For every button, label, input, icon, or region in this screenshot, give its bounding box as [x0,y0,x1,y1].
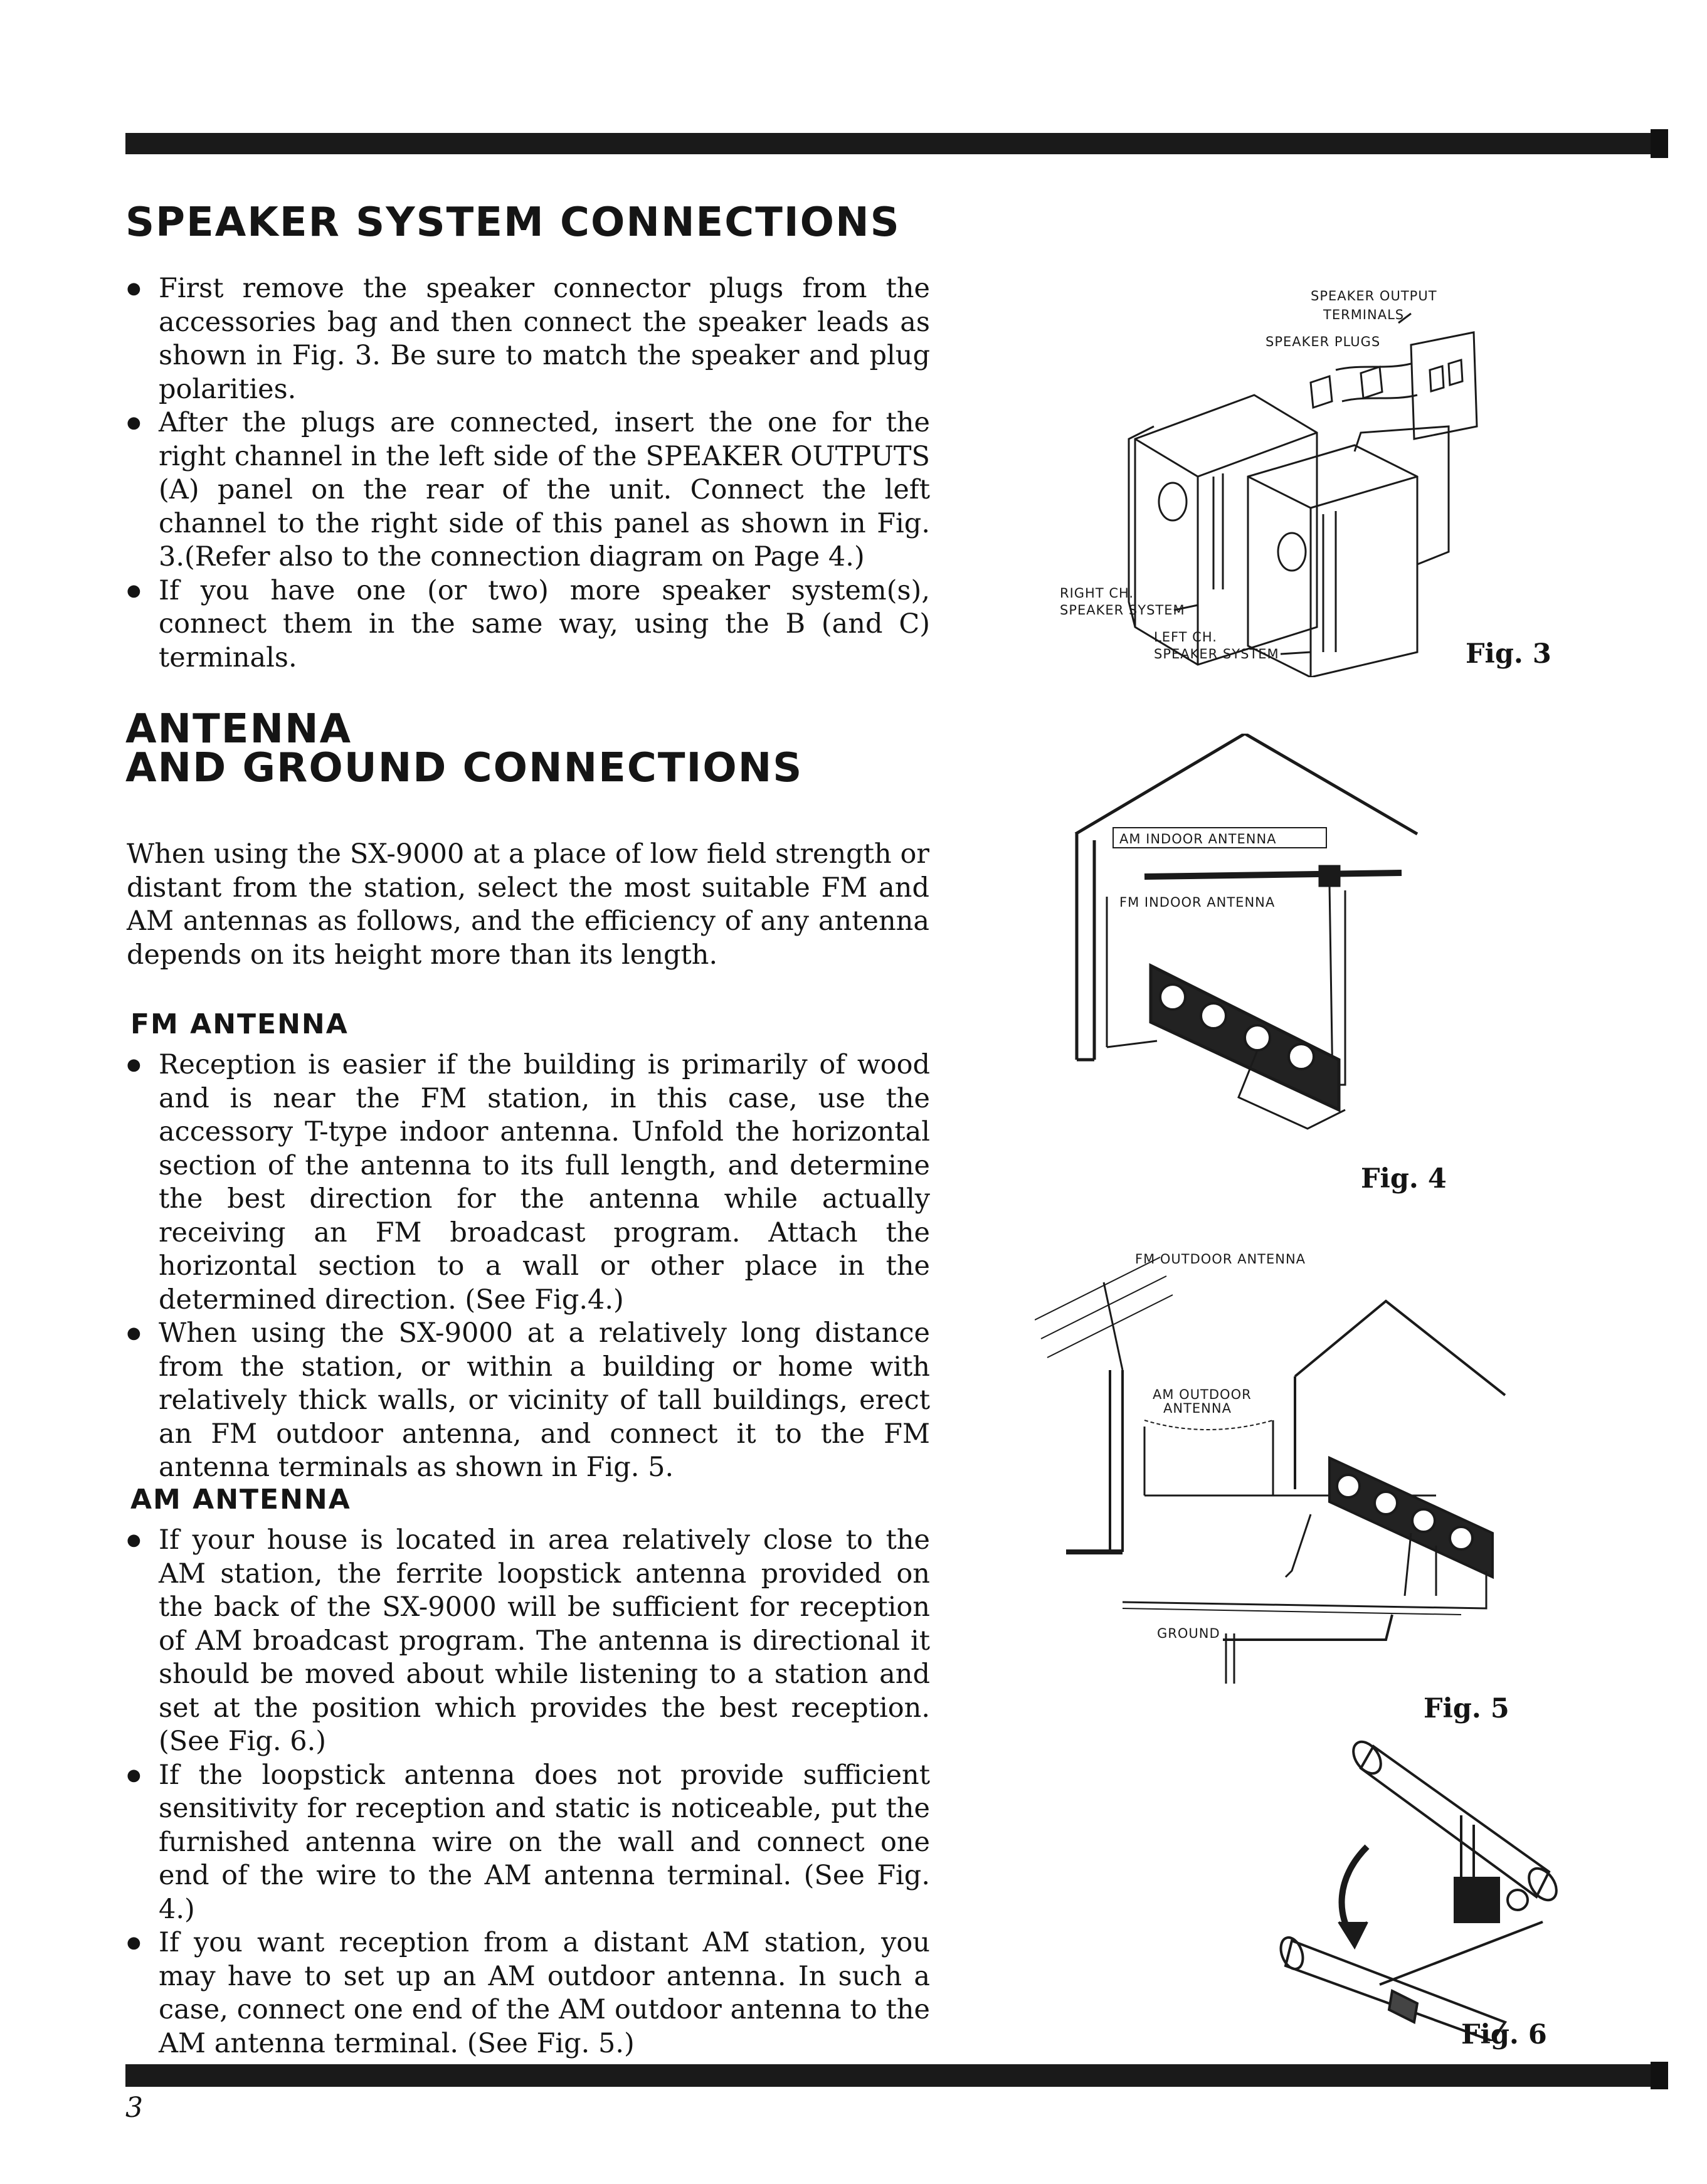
speaker-bullet: ● After the plugs are connected, insert the one for the right channel in the left side of the SPEAKER OUTPUTS (A) panel on the rear of the unit. Connect the left channel to the right side of this panel as shown in Fig. 3.(Refer also to the connection diagram on Page 4.) [124,406,930,574]
fig4-label: Fig. 4 [1361,1163,1447,1195]
fig5-ground-label: GROUND [1157,1626,1220,1641]
fm-bullet: ● When using the SX-9000 at a relatively long distance from the station, or within a building or home with relatively thick walls, or vicinity of tall buildings, erect an FM outdoor antenna, and connect it to the FM antenna terminals as shown in Fig. 5. [124,1317,930,1485]
fig3-right-system-label: SPEAKER SYSTEM [1060,603,1185,618]
fig3-speaker-diagram [1060,276,1524,677]
antenna-intro: When using the SX-9000 at a place of low field strength or distant from the station, select the most suitable FM and AM antennas as follows, and the efficiency of any antenna depends on its height more than its length. [127,838,929,971]
fig4-am-indoor-label: AM INDOOR ANTENNA [1119,831,1277,847]
bottom-rule [125,2064,1668,2087]
speaker-bullet: ● First remove the speaker connector plugs from the accessories bag and then connect the speaker leads as shown in Fig. 3. Be sure to match the speaker and plug polarities. [124,272,930,406]
speaker-heading: SPEAKER SYSTEM CONNECTIONS [125,199,901,246]
top-rule [125,133,1668,154]
fig3-speaker-plugs-label: SPEAKER PLUGS [1266,334,1381,349]
fig3-speaker-output-label: SPEAKER OUTPUT [1311,288,1437,303]
antenna-heading-line2: AND GROUND CONNECTIONS [125,745,803,791]
antenna-heading-line1: ANTENNA [125,706,352,752]
fig6-loopstick-diagram [1279,1734,1568,2041]
fig5-am-outdoor-label-2: ANTENNA [1163,1401,1232,1416]
fig3-left-system-label: SPEAKER SYSTEM [1154,646,1279,662]
speaker-bullet-list [124,272,930,675]
page-number: 3 [125,2092,143,2124]
fm-antenna-heading: FM ANTENNA [130,1008,349,1040]
fm-bullet: ● Reception is easier if the building is primarily of wood and is near the FM station, in this case, use the accessory T-type indoor antenna. Unfold the horizontal section of the antenna to its full length, and determine the best direction for the antenna while actually receiving an FM broadcast program. Attach the horizontal section to a wall or other place in the determined direction. (See Fig.4.) [124,1048,930,1317]
fig6-label: Fig. 6 [1461,2019,1547,2050]
fig5-label: Fig. 5 [1424,1693,1509,1724]
fm-bullet-list [124,1048,930,1485]
fig5-am-outdoor-label-1: AM OUTDOOR [1153,1387,1252,1402]
fig5-fm-outdoor-label: FM OUTDOOR ANTENNA [1135,1252,1306,1267]
am-bullet: ● If you want reception from a distant AM station, you may have to set up an AM outdoor antenna. In such a case, connect one end of the AM outdoor antenna to the AM antenna terminal. (See Fig. 5.) [124,1926,930,2060]
fig5-outdoor-antenna-diagram [1035,1245,1511,1684]
fig3-terminals-label: TERMINALS [1323,307,1405,322]
am-bullet: ● If your house is located in area relatively close to the AM station, the ferrite loopstick antenna provided on the back of the SX-9000 will be sufficient for reception of AM broadcast program. The antenna is directional it should be moved about while listening to a station and set at the position which provides the best reception. (See Fig. 6.) [124,1524,930,1759]
fig3-left-ch-label: LEFT CH. [1154,630,1217,645]
fig3-label: Fig. 3 [1466,638,1551,670]
fig4-indoor-antenna-diagram [1069,734,1420,1135]
am-bullet: ● If the loopstick antenna does not provide sufficient sensitivity for reception and static is noticeable, put the furnished antenna wire on the wall and connect one end of the wire to the AM antenna terminal. (See Fig. 4.) [124,1759,930,1927]
fig3-right-ch-label: RIGHT CH. [1060,586,1134,601]
am-antenna-heading: AM ANTENNA [130,1484,351,1516]
am-bullet-list [124,1524,930,2060]
speaker-bullet: ● If you have one (or two) more speaker system(s), connect them in the same way, using the B (and C) terminals. [124,574,930,675]
fig4-fm-indoor-label: FM INDOOR ANTENNA [1119,895,1276,910]
